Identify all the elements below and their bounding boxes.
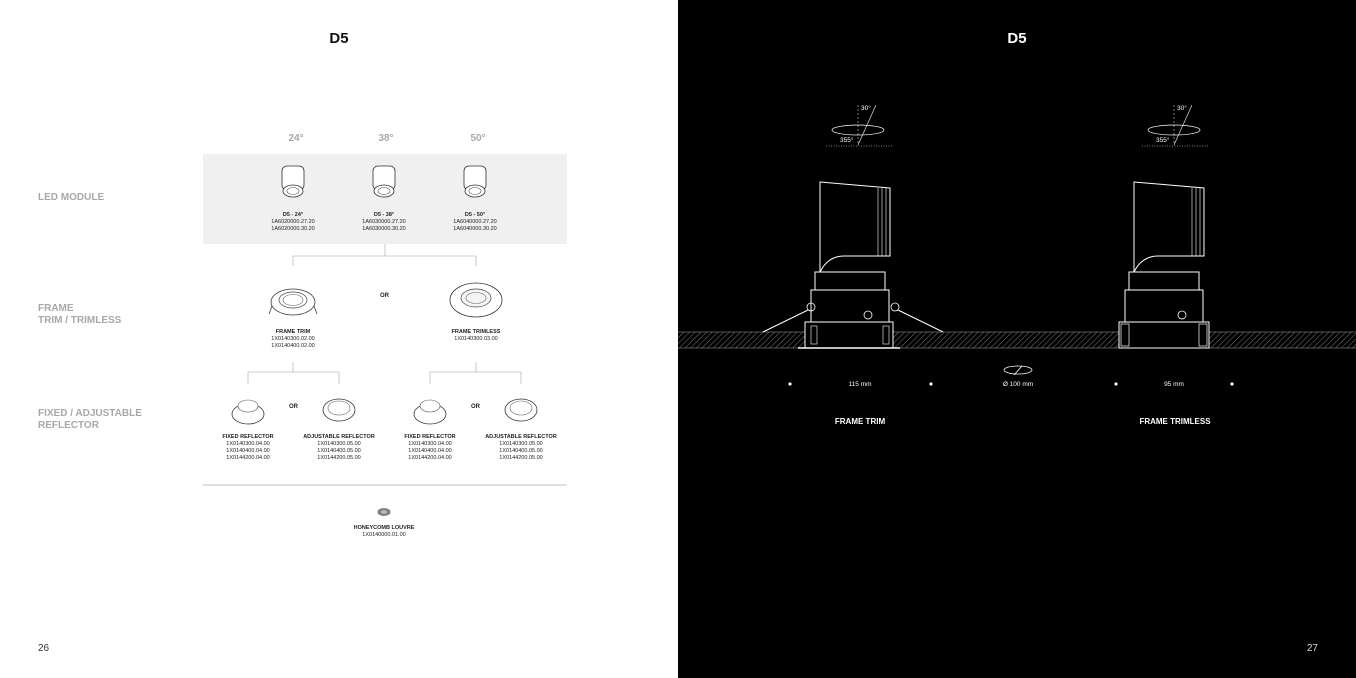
frame-name: FRAME TRIM <box>275 329 311 335</box>
row-label-led-module: LED MODULE <box>38 192 105 203</box>
led-module-name: D5 - 24° <box>282 212 304 218</box>
page-title: D5 <box>1007 30 1027 47</box>
reflector-caption-3 <box>380 434 480 462</box>
cutout-diameter-dimension: Ø 100 mm <box>1002 381 1034 388</box>
led-module-code: 1A6040000.30.20 <box>453 226 497 232</box>
or-label: OR <box>380 293 389 299</box>
led-module-code: 1A6020000.27.20 <box>271 219 315 225</box>
frame-trim-label: FRAME TRIM <box>834 417 886 426</box>
cutout-trim-dimension: 115 mm <box>848 381 872 388</box>
tilt-angle-label: 30° <box>861 105 871 112</box>
reflector-code: 1X0144200.04.00 <box>408 455 452 461</box>
reflector-code: 1X0140300.04.00 <box>408 441 452 447</box>
frame-code: 1X0140300.03.00 <box>454 336 498 342</box>
reflector-code: 1X0140300.05.00 <box>499 441 543 447</box>
reflector-name: FIXED REFLECTOR <box>222 434 274 440</box>
page-number: 26 <box>38 643 50 654</box>
rotation-angle-label: 355° <box>1156 137 1170 144</box>
frame-name: FRAME TRIMLESS <box>451 329 501 335</box>
cutout-trimless-dimension: 95 mm <box>1164 381 1184 388</box>
reflector-code: 1X0140300.05.00 <box>317 441 361 447</box>
or-label: OR <box>471 404 480 410</box>
led-module-code: 1A6030000.27.20 <box>362 219 406 225</box>
led-module-code: 1A6030000.30.20 <box>362 226 406 232</box>
dimension-markers <box>678 0 1356 678</box>
reflector-code: 1X0140400.05.00 <box>317 448 361 454</box>
led-module-code: 1A6040000.27.20 <box>453 219 497 225</box>
page-number: 27 <box>1306 643 1318 654</box>
rotation-angle-label: 355° <box>840 137 854 144</box>
adjustable-reflector-icon <box>503 394 539 428</box>
row-label-reflector-line2: REFLECTOR <box>38 420 99 431</box>
beam-angle-50: 50° <box>470 133 486 144</box>
page-title: D5 <box>329 30 349 47</box>
honeycomb-louvre-icon <box>377 507 391 517</box>
reflector-name: FIXED REFLECTOR <box>404 434 456 440</box>
louvre-name: HONEYCOMB LOUVRE <box>353 525 415 531</box>
led-module-name: D5 - 38° <box>373 212 395 218</box>
reflector-caption-1 <box>198 434 298 462</box>
frame-trimless-caption <box>426 329 526 343</box>
reflector-code: 1X0140400.04.00 <box>226 448 270 454</box>
row-label-frame-line1: FRAME <box>38 303 74 314</box>
fixed-reflector-icon <box>230 394 266 428</box>
frame-trim-caption <box>243 329 343 350</box>
reflector-code: 1X0140400.05.00 <box>499 448 543 454</box>
frame-trimless-label: FRAME TRIMLESS <box>1139 417 1211 426</box>
row-label-frame-line2: TRIM / TRIMLESS <box>38 315 122 326</box>
reflector-code: 1X0144200.05.00 <box>499 455 543 461</box>
honeycomb-louvre-caption <box>334 525 434 539</box>
reflector-caption-4 <box>471 434 571 462</box>
reflector-code: 1X0140300.04.00 <box>226 441 270 447</box>
frame-trimless-icon <box>448 276 504 322</box>
right-page <box>678 0 1356 678</box>
reflector-code: 1X0144200.04.00 <box>226 455 270 461</box>
beam-angle-24: 24° <box>288 133 304 144</box>
tilt-angle-label: 30° <box>1177 105 1187 112</box>
beam-angle-38: 38° <box>378 133 394 144</box>
frame-trim-icon <box>268 278 318 324</box>
row-label-reflector-line1: FIXED / ADJUSTABLE <box>38 408 142 419</box>
or-label: OR <box>289 404 298 410</box>
led-module-name: D5 - 50° <box>464 212 486 218</box>
led-module-code: 1A6020000.30.20 <box>271 226 315 232</box>
frame-code: 1X0140300.02.00 <box>271 336 315 342</box>
fixed-reflector-icon <box>412 394 448 428</box>
louvre-code: 1X0140000.01.00 <box>362 532 406 538</box>
reflector-name: ADJUSTABLE REFLECTOR <box>485 434 557 440</box>
reflector-name: ADJUSTABLE REFLECTOR <box>303 434 375 440</box>
reflector-caption-2 <box>289 434 389 462</box>
reflector-code: 1X0144200.05.00 <box>317 455 361 461</box>
reflector-code: 1X0140400.04.00 <box>408 448 452 454</box>
frame-code: 1X0140400.02.00 <box>271 343 315 349</box>
adjustable-reflector-icon <box>321 394 357 428</box>
